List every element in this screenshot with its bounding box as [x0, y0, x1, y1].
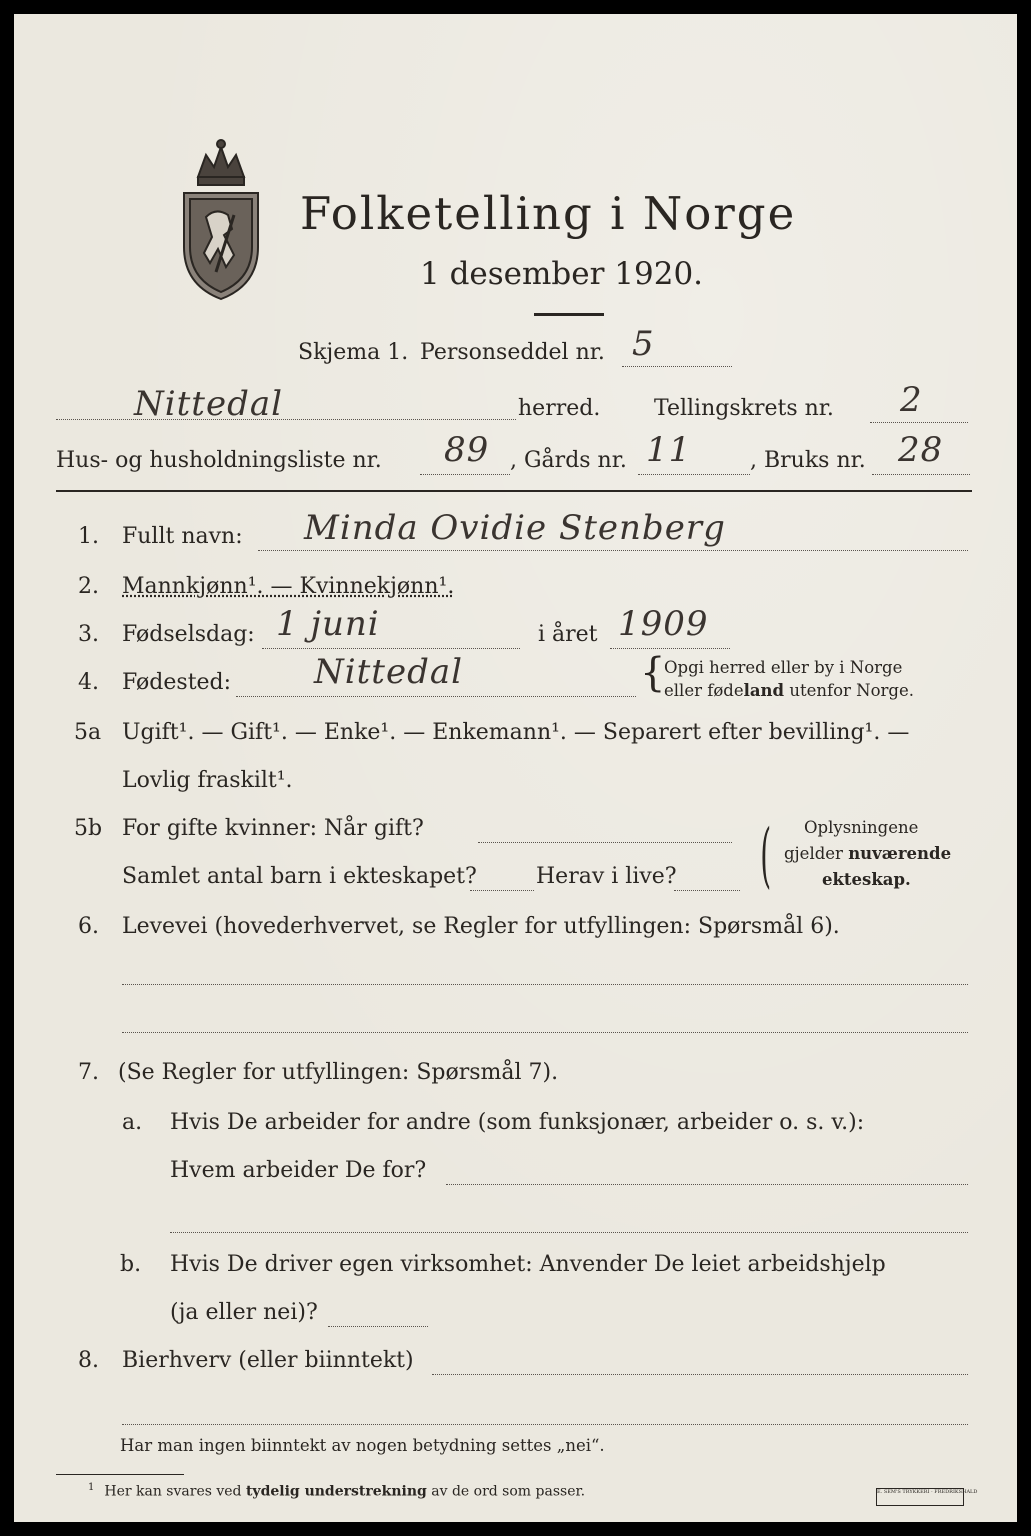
- marital-status-options: Ugift¹. — Gift¹. — Enke¹. — Enkemann¹. — Separert efter bevilling¹. —: [122, 720, 910, 745]
- q2-number: 2.: [78, 574, 99, 599]
- tellingskrets-value: 2: [900, 380, 923, 420]
- marital-status-options-2: Lovlig fraskilt¹.: [122, 768, 293, 793]
- title-divider: [534, 313, 604, 316]
- hired-help-line: [328, 1326, 428, 1327]
- children-alive-label: Herav i live?: [536, 864, 677, 889]
- hus-value: 89: [444, 430, 490, 470]
- birthday-value: 1 juni: [276, 604, 380, 644]
- marriage-note-1: Oplysningene: [804, 818, 919, 837]
- census-form: [14, 14, 1017, 1522]
- gards-value: 11: [646, 430, 692, 470]
- occupation-line-2: [122, 1032, 968, 1033]
- footnote-rule: [56, 1474, 184, 1475]
- q7-label: (Se Regler for utfyllingen: Spørsmål 7).: [118, 1060, 559, 1085]
- q1-number: 1.: [78, 524, 99, 549]
- form-title: Folketelling i Norge: [300, 187, 797, 240]
- hus-line: [420, 474, 510, 475]
- q7-number: 7.: [78, 1060, 99, 1085]
- full-name-line: [258, 550, 968, 551]
- herred-label: herred.: [518, 396, 601, 421]
- birth-year-value: 1909: [618, 604, 709, 644]
- gards-label: , Gårds nr.: [510, 448, 627, 473]
- herred-line: [56, 419, 516, 420]
- q4-label: Fødested:: [122, 670, 232, 695]
- children-total-label: Samlet antal barn i ekteskapet?: [122, 864, 477, 889]
- birthplace-note-2: eller fødeland utenfor Norge.: [664, 681, 914, 700]
- q7b-line-1: Hvis De driver egen virksomhet: Anvender De leiet arbeidshjelp: [170, 1252, 886, 1277]
- sex-options: Mannkjønn¹. — Kvinnekjønn¹.: [122, 574, 455, 599]
- personseddel-value: 5: [632, 324, 655, 364]
- birthplace-line: [236, 696, 636, 697]
- employer-line-2: [170, 1232, 968, 1233]
- occupation-label: Levevei (hovederhvervet, se Regler for utfyllingen: Spørsmål 6).: [122, 914, 840, 939]
- married-when-line: [478, 842, 732, 843]
- q3-label: Fødselsdag:: [122, 622, 255, 647]
- side-income-note: Har man ingen biinntekt av nogen betydning settes „nei“.: [120, 1436, 605, 1455]
- tellingskrets-label: Tellingskrets nr.: [654, 396, 834, 421]
- side-income-line-2: [122, 1424, 968, 1425]
- census-date: 1 desember 1920.: [420, 256, 704, 292]
- gards-line: [638, 474, 750, 475]
- hired-help-label: (ja eller nei)?: [170, 1300, 318, 1325]
- marriage-note-brace: (: [760, 814, 772, 896]
- side-income-label: Bierhverv (eller biinntekt): [122, 1348, 414, 1373]
- children-alive-line: [674, 890, 740, 891]
- herred-value: Nittedal: [134, 384, 283, 424]
- tellingskrets-line: [870, 422, 968, 423]
- marriage-note-3: ekteskap.: [822, 870, 911, 889]
- hus-label: Hus- og husholdningsliste nr.: [56, 448, 382, 473]
- birthplace-value: Nittedal: [314, 652, 463, 692]
- married-when-label: For gifte kvinner: Når gift?: [122, 816, 424, 841]
- employer-label: Hvem arbeider De for?: [170, 1158, 427, 1183]
- birth-year-line: [610, 648, 730, 649]
- bruks-label: , Bruks nr.: [750, 448, 866, 473]
- personseddel-label: Personseddel nr.: [420, 340, 605, 365]
- q8-number: 8.: [78, 1348, 99, 1373]
- skjema-label: Skjema 1.: [298, 340, 409, 365]
- norway-coat-of-arms-icon: [176, 137, 266, 307]
- q1-label: Fullt navn:: [122, 524, 243, 549]
- q6-number: 6.: [78, 914, 99, 939]
- q4-number: 4.: [78, 670, 99, 695]
- q3-number: 3.: [78, 622, 99, 647]
- personseddel-line: [622, 366, 732, 367]
- birthplace-brace: {: [640, 650, 666, 696]
- footnote: $^1$ Her kan svares ved tydelig understrekning av de ord som passer.: [88, 1482, 586, 1500]
- printer-stamp: E. SEM'S TRYKKERI · FREDRIKSHALD: [876, 1488, 964, 1506]
- side-income-line-1: [432, 1374, 968, 1375]
- birthday-line: [262, 648, 520, 649]
- q5a-number: 5a: [74, 720, 102, 745]
- marriage-note-2: gjelder nuværende: [784, 844, 952, 863]
- full-name-value: Minda Ovidie Stenberg: [304, 508, 726, 548]
- q7a-number: a.: [122, 1110, 143, 1135]
- occupation-line-1: [122, 984, 968, 985]
- q5b-number: 5b: [74, 816, 103, 841]
- year-label: i året: [538, 622, 598, 647]
- children-total-line: [470, 890, 534, 891]
- birthplace-note-1: Opgi herred eller by i Norge: [664, 658, 903, 677]
- header-rule: [56, 490, 972, 492]
- q7b-number: b.: [120, 1252, 142, 1277]
- employer-line-1: [446, 1184, 968, 1185]
- q7a-line-1: Hvis De arbeider for andre (som funksjonær, arbeider o. s. v.):: [170, 1110, 865, 1135]
- bruks-line: [872, 474, 970, 475]
- bruks-value: 28: [898, 430, 944, 470]
